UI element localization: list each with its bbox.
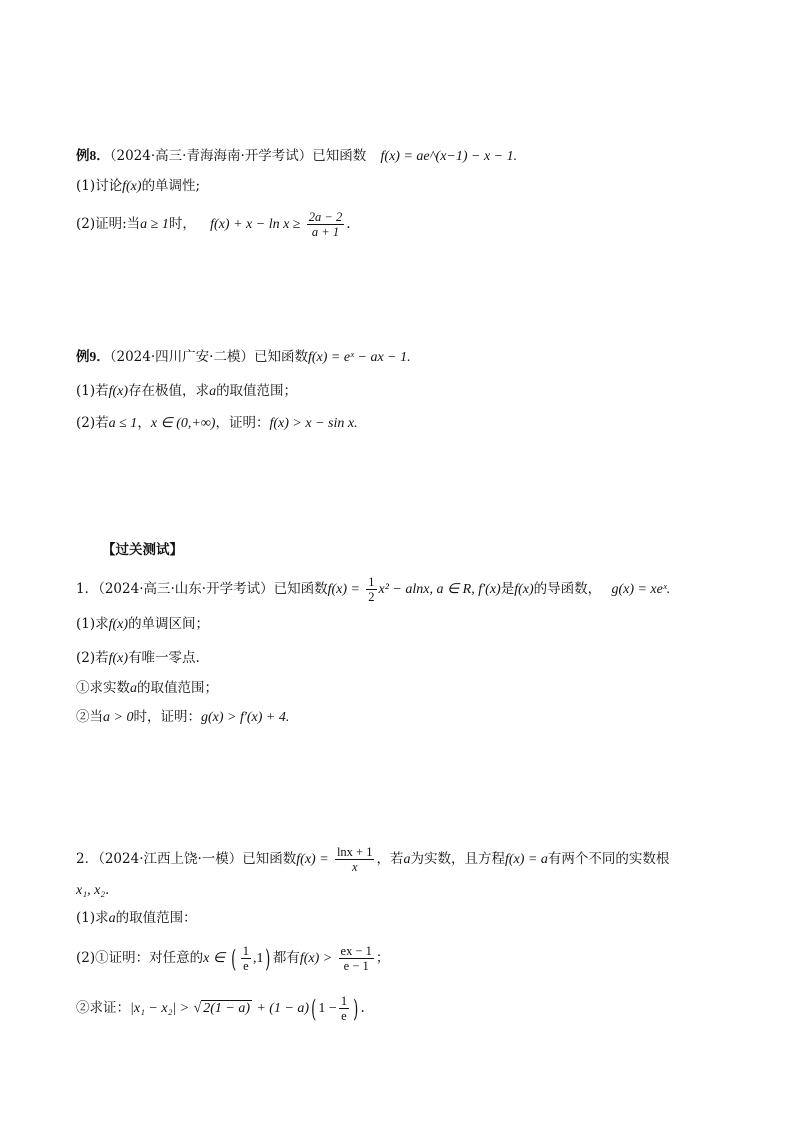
- section-title: 【过关测试】: [102, 542, 183, 557]
- problem-1-statement: 1．（2024·高三·山东·开学考试）已知函数f(x) = $\frac{1}{2}$ x² − alnx, a ∈ R, f′(x)是f(x)的导函数， g(x) = xeˣ.: [76, 575, 671, 604]
- example-9-formula: f(x) = eˣ − ax − 1.: [307, 350, 411, 365]
- example-8-formula: f(x) = ae^(x−1) − x − 1.: [380, 149, 518, 164]
- problem-2-part-2: (2)①证明：对任意的x ∈ ( $\frac{1}{e}$ ,1) 都有f(x) > $\frac{ex - 1}{e - 1}$ ；: [76, 944, 390, 973]
- example-9-part-2: (2)若a ≤ 1，x ∈ (0,+∞)，证明：f(x) > x − sin x.: [76, 415, 358, 431]
- square-root: 2(1 − a): [203, 1001, 251, 1016]
- example-8-part-2: (2)证明:当a ≥ 1时， f(x) + x − ln x ≥ $\frac{2a - 2}{a + 1}$ .: [76, 210, 351, 239]
- problem-1-part-2: (2)若f(x)有唯一零点.: [76, 650, 200, 666]
- example-8-label: 例8．: [76, 148, 110, 163]
- problem-1-part-1: (1)求f(x)的单调区间；: [76, 616, 210, 632]
- problem-2-part-3: ②求证：|x₁ − x₂| > √ 2(1 − a) + (1 − a)( 1 − $\frac{1}{e}$ ) .: [76, 994, 365, 1023]
- fraction: $\frac{1}{e}$: [340, 994, 348, 1023]
- fraction: $\frac{1}{2}$: [368, 575, 375, 604]
- fraction: $\frac{1}{e}$: [242, 944, 249, 973]
- problem-2-part-1: (1)求a的取值范围：: [76, 910, 197, 926]
- example-8-statement: 例8．（2024·高三·青海海南·开学考试）已知函数 f(x) = ae^(x−1) − x − 1.: [76, 148, 518, 164]
- fraction: $\frac{ex - 1}{e - 1}$: [340, 944, 372, 973]
- fraction: $\frac{\ln x + 1}{x}$: [336, 845, 373, 874]
- problem-2-statement: 2．（2024·江西上饶·一模）已知函数f(x) = $\frac{\ln x + 1}{x}$ ，若a为实数，且方程f(x) = a有两个不同的实数根: [76, 845, 670, 874]
- problem-2-roots: x₁, x₂．: [76, 882, 119, 898]
- example-9-label: 例9．: [76, 349, 110, 364]
- fraction: $\frac{2a - 2}{a + 1}$: [308, 210, 343, 239]
- problem-1-part-2a: ①求实数a的取值范围；: [76, 680, 218, 696]
- problem-1-part-2b: ②当a > 0时，证明：g(x) > f′(x) + 4.: [76, 709, 290, 725]
- example-9-statement: 例9．（2024·四川广安·二模）已知函数f(x) = eˣ − ax − 1.: [76, 349, 411, 365]
- example-9-part-1: (1)若f(x)存在极值，求a的取值范围；: [76, 383, 298, 399]
- example-8-part-1: (1)讨论f(x)的单调性;: [76, 178, 201, 194]
